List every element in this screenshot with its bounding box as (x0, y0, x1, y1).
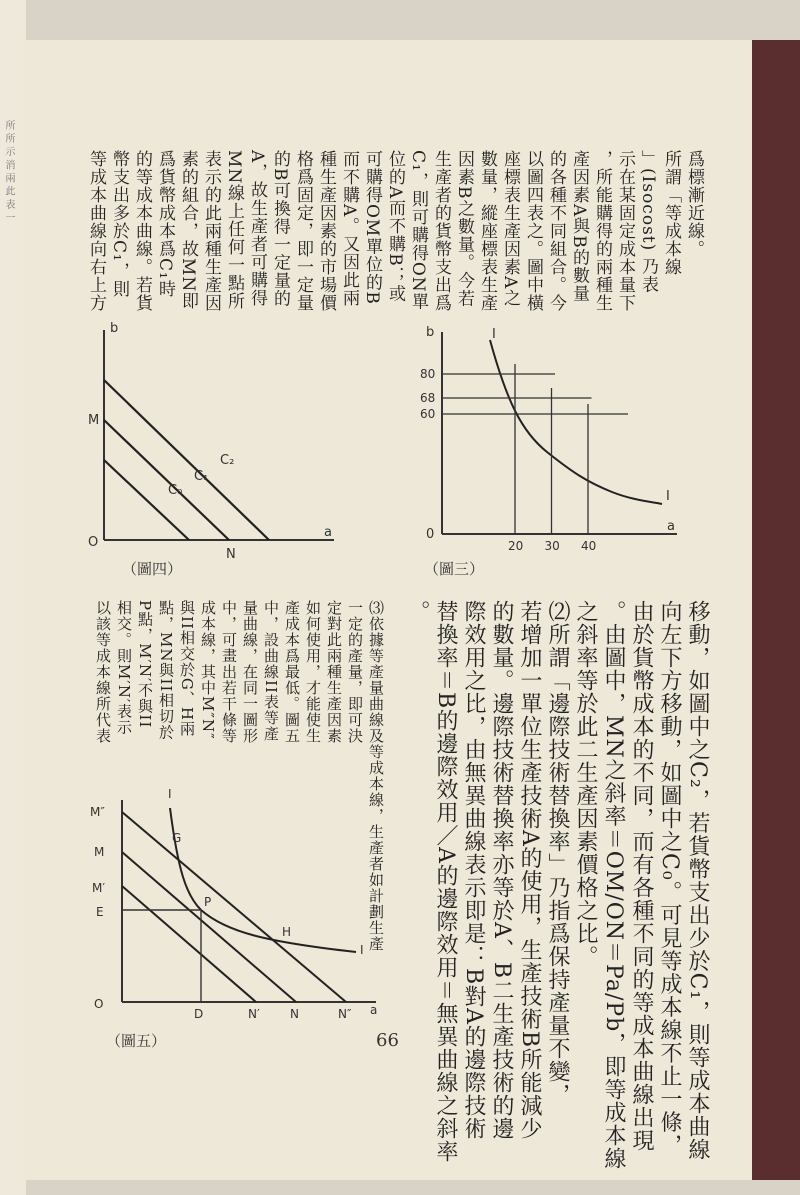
upper-text-column: A，故生產者可購得 (247, 150, 267, 308)
fig3-curve-label-top: I (492, 327, 496, 342)
isocost-line-m1n1 (122, 886, 256, 1002)
fig3-x-tick: 30 (544, 539, 560, 553)
fig5-y-label-m: M (94, 845, 105, 859)
isocost-line-m2n2 (122, 812, 346, 1002)
upper-text-column: 種生產因素的市場價 (316, 150, 336, 312)
book-cover-binding (752, 40, 800, 1180)
fig5-x-label-a: a (370, 1003, 378, 1017)
upper-text-column: 表示的此兩種生產因 (201, 150, 221, 312)
upper-text-column: 座標表生產因素A之 (500, 150, 520, 308)
lower-left-text-column: 中，設曲線II表等產 (262, 600, 280, 742)
figure-5-cost-minimization (86, 770, 386, 1020)
upper-text-column: 位的A而不購B；或 (385, 150, 405, 303)
fig5-curve-label-end: I (360, 943, 364, 957)
fig3-origin: 0 (426, 527, 435, 542)
figure-4-isocost-lines (84, 320, 344, 562)
fig5-x-label-n1: N′ (248, 1007, 260, 1021)
upper-text-column: 」(Isocost) 乃表 (638, 150, 658, 294)
upper-text-column: 素的組合，故MN即 (178, 150, 198, 311)
fig4-y-label: b (110, 321, 119, 336)
fig5-y-label-e: E (96, 905, 104, 919)
fig3-x-tick: 40 (581, 539, 597, 553)
lower-right-text-column: 際效用之比，由無異曲線表示即是：B對A的邊際技術 (461, 600, 486, 1141)
upper-text-column: 生產者的貨幣支出爲 (431, 150, 451, 312)
fig5-y-label-m1: M′ (92, 881, 106, 895)
fig3-y-label: b (426, 325, 435, 340)
fig4-c0-label: C₀ (168, 483, 183, 498)
lower-right-text-column: 之斜率等於此二生產因素價格之比。 (573, 600, 598, 968)
fig3-x-tick: 20 (508, 539, 524, 553)
fig5-curve-label-top: I (168, 787, 172, 801)
lower-left-text-column: 產成本爲最低。圖五 (283, 600, 301, 744)
fig5-point-h: H (282, 925, 292, 939)
isocost-line-c0 (104, 460, 189, 540)
lower-left-text-column: 中，可畫出若干條等 (220, 600, 238, 744)
lower-left-text-column: 如何使用，才能使生 (304, 600, 322, 744)
fig5-y-label-m2: M″ (90, 805, 105, 819)
indifference-curve-i (490, 340, 662, 504)
upper-text-column: 以圖四表之。圖中橫 (523, 150, 543, 312)
upper-text-column: 的B可換得一定量的 (270, 150, 290, 308)
lower-right-text-column: ⑵所謂「邊際技術替換率」乃指爲保持產量不變， (545, 600, 570, 1106)
fig3-y-tick: 60 (420, 407, 436, 421)
fig4-origin: O (88, 535, 99, 550)
lower-right-text-column: 。 (405, 600, 430, 623)
lower-right-text-block (399, 600, 710, 1171)
upper-text-column: ，所能購得的兩種生 (592, 150, 612, 312)
lower-left-text-column: ⑶依據等產量曲線及等成本線，生產者如計劃生產 (367, 600, 385, 952)
upper-text-column: 的各種不同組合。今 (546, 150, 566, 312)
upper-text-column: 示在某固定成本量下 (615, 150, 635, 312)
lower-left-text-column: P點，M′N′不與II (136, 600, 154, 729)
upper-right-text-block (86, 150, 706, 320)
isocost-line-c1 (104, 420, 229, 540)
fig5-x-label-n: N (290, 1007, 299, 1021)
lower-right-text-column: 的數量。邊際技術替換率亦等於A、B二生產技術的邊 (489, 600, 514, 1141)
upper-text-column: 幣支出多於C₁，則 (109, 150, 129, 298)
fig4-c1-label: C₁ (194, 469, 209, 484)
upper-text-column: 的等成本曲線。若貨 (132, 150, 152, 312)
isocost-line-c2 (104, 380, 269, 540)
figure-3-indifference-curve (412, 322, 682, 552)
upper-text-column: C₁，則可購得ON單 (408, 150, 428, 311)
lower-left-text-column: 量曲線，在同一圖形 (241, 600, 259, 744)
upper-text-column: 等成本曲線向右上方 (86, 150, 106, 312)
fig4-m-label: M (88, 413, 100, 428)
upper-text-column: 因素B之數量。今若 (454, 150, 474, 308)
isocost-line-mn (122, 852, 296, 1002)
fig4-c2-label: C₂ (220, 453, 235, 468)
book-page (24, 40, 752, 1180)
upper-text-column: 格爲固定，即一定量 (293, 150, 313, 312)
upper-text-column: 爲標漸近線。 (684, 150, 704, 258)
lower-left-text-column: 相交。則M′N′表示 (115, 600, 133, 736)
lower-right-text-column: 。由圖中，MN之斜率＝OM/ON＝Pa/Pb，即等成本線 (601, 600, 626, 1171)
lower-right-text-column: 若增加一單位生產技術A的使用，生產技術B所能減少 (517, 600, 542, 1141)
figure-3-caption: （圖三） (424, 560, 485, 578)
figure-5-caption: （圖五） (106, 1032, 167, 1050)
page-number: 66 (376, 1030, 399, 1051)
fig3-x-label: a (667, 519, 675, 534)
lower-left-text-column: 點，MN與II相切於 (157, 600, 175, 741)
lower-left-text-column: 定對此兩種生產因素 (325, 600, 343, 744)
upper-text-column: 產因素A與B的數量 (569, 150, 589, 303)
fig5-point-g: G (172, 831, 182, 845)
lower-right-text-column: 向左下方移動，如圖中之C₀。可見等成本線不止一條， (657, 600, 682, 1157)
upper-text-column: 所謂「等成本線 (661, 150, 681, 276)
figure-4-caption: （圖四） (122, 560, 183, 578)
fig4-n-label: N (226, 547, 236, 562)
lower-left-text-column: 成本線，其中M″N″ (199, 600, 217, 740)
fig5-point-p: P (204, 895, 212, 909)
upper-text-column: 數量，縱座標表生產 (477, 150, 497, 312)
fig3-y-tick: 68 (420, 391, 436, 405)
lower-right-text-column: 移動，如圖中之C₂，若貨幣支出少於C₁，則等成本曲線 (685, 600, 710, 1162)
fig4-x-label: a (324, 525, 332, 540)
lower-left-text-column: 與II相交於G、H兩 (178, 600, 196, 737)
fig5-x-label-n2: N″ (338, 1007, 352, 1021)
fig5-origin: O (94, 997, 104, 1011)
lower-right-text-column: 由於貨幣成本的不同，而有各種不同的等成本曲線出現 (629, 600, 654, 1152)
fig3-y-tick: 80 (420, 367, 436, 381)
lower-right-text-column: 替換率＝B的邊際效用／A的邊際效用＝無異曲線之斜率 (433, 600, 458, 1164)
lower-left-text-column: 以該等成本線所代表 (94, 600, 112, 744)
fig3-curve-label-end: I (666, 489, 670, 504)
lower-left-text-column: 一定的產量，即可決 (346, 600, 364, 744)
upper-text-column: 爲貨幣成本爲C₁時 (155, 150, 175, 298)
upper-text-column: MN線上任何一點所 (224, 150, 244, 311)
upper-text-column: 可購得OM單位的B (362, 150, 382, 305)
upper-text-column: 而不購A。又因此兩 (339, 150, 359, 308)
facing-page-bleed-text: 所 所 示 消 兩 此 表 一 (3, 120, 14, 223)
fig5-x-label-d: D (194, 1007, 204, 1021)
